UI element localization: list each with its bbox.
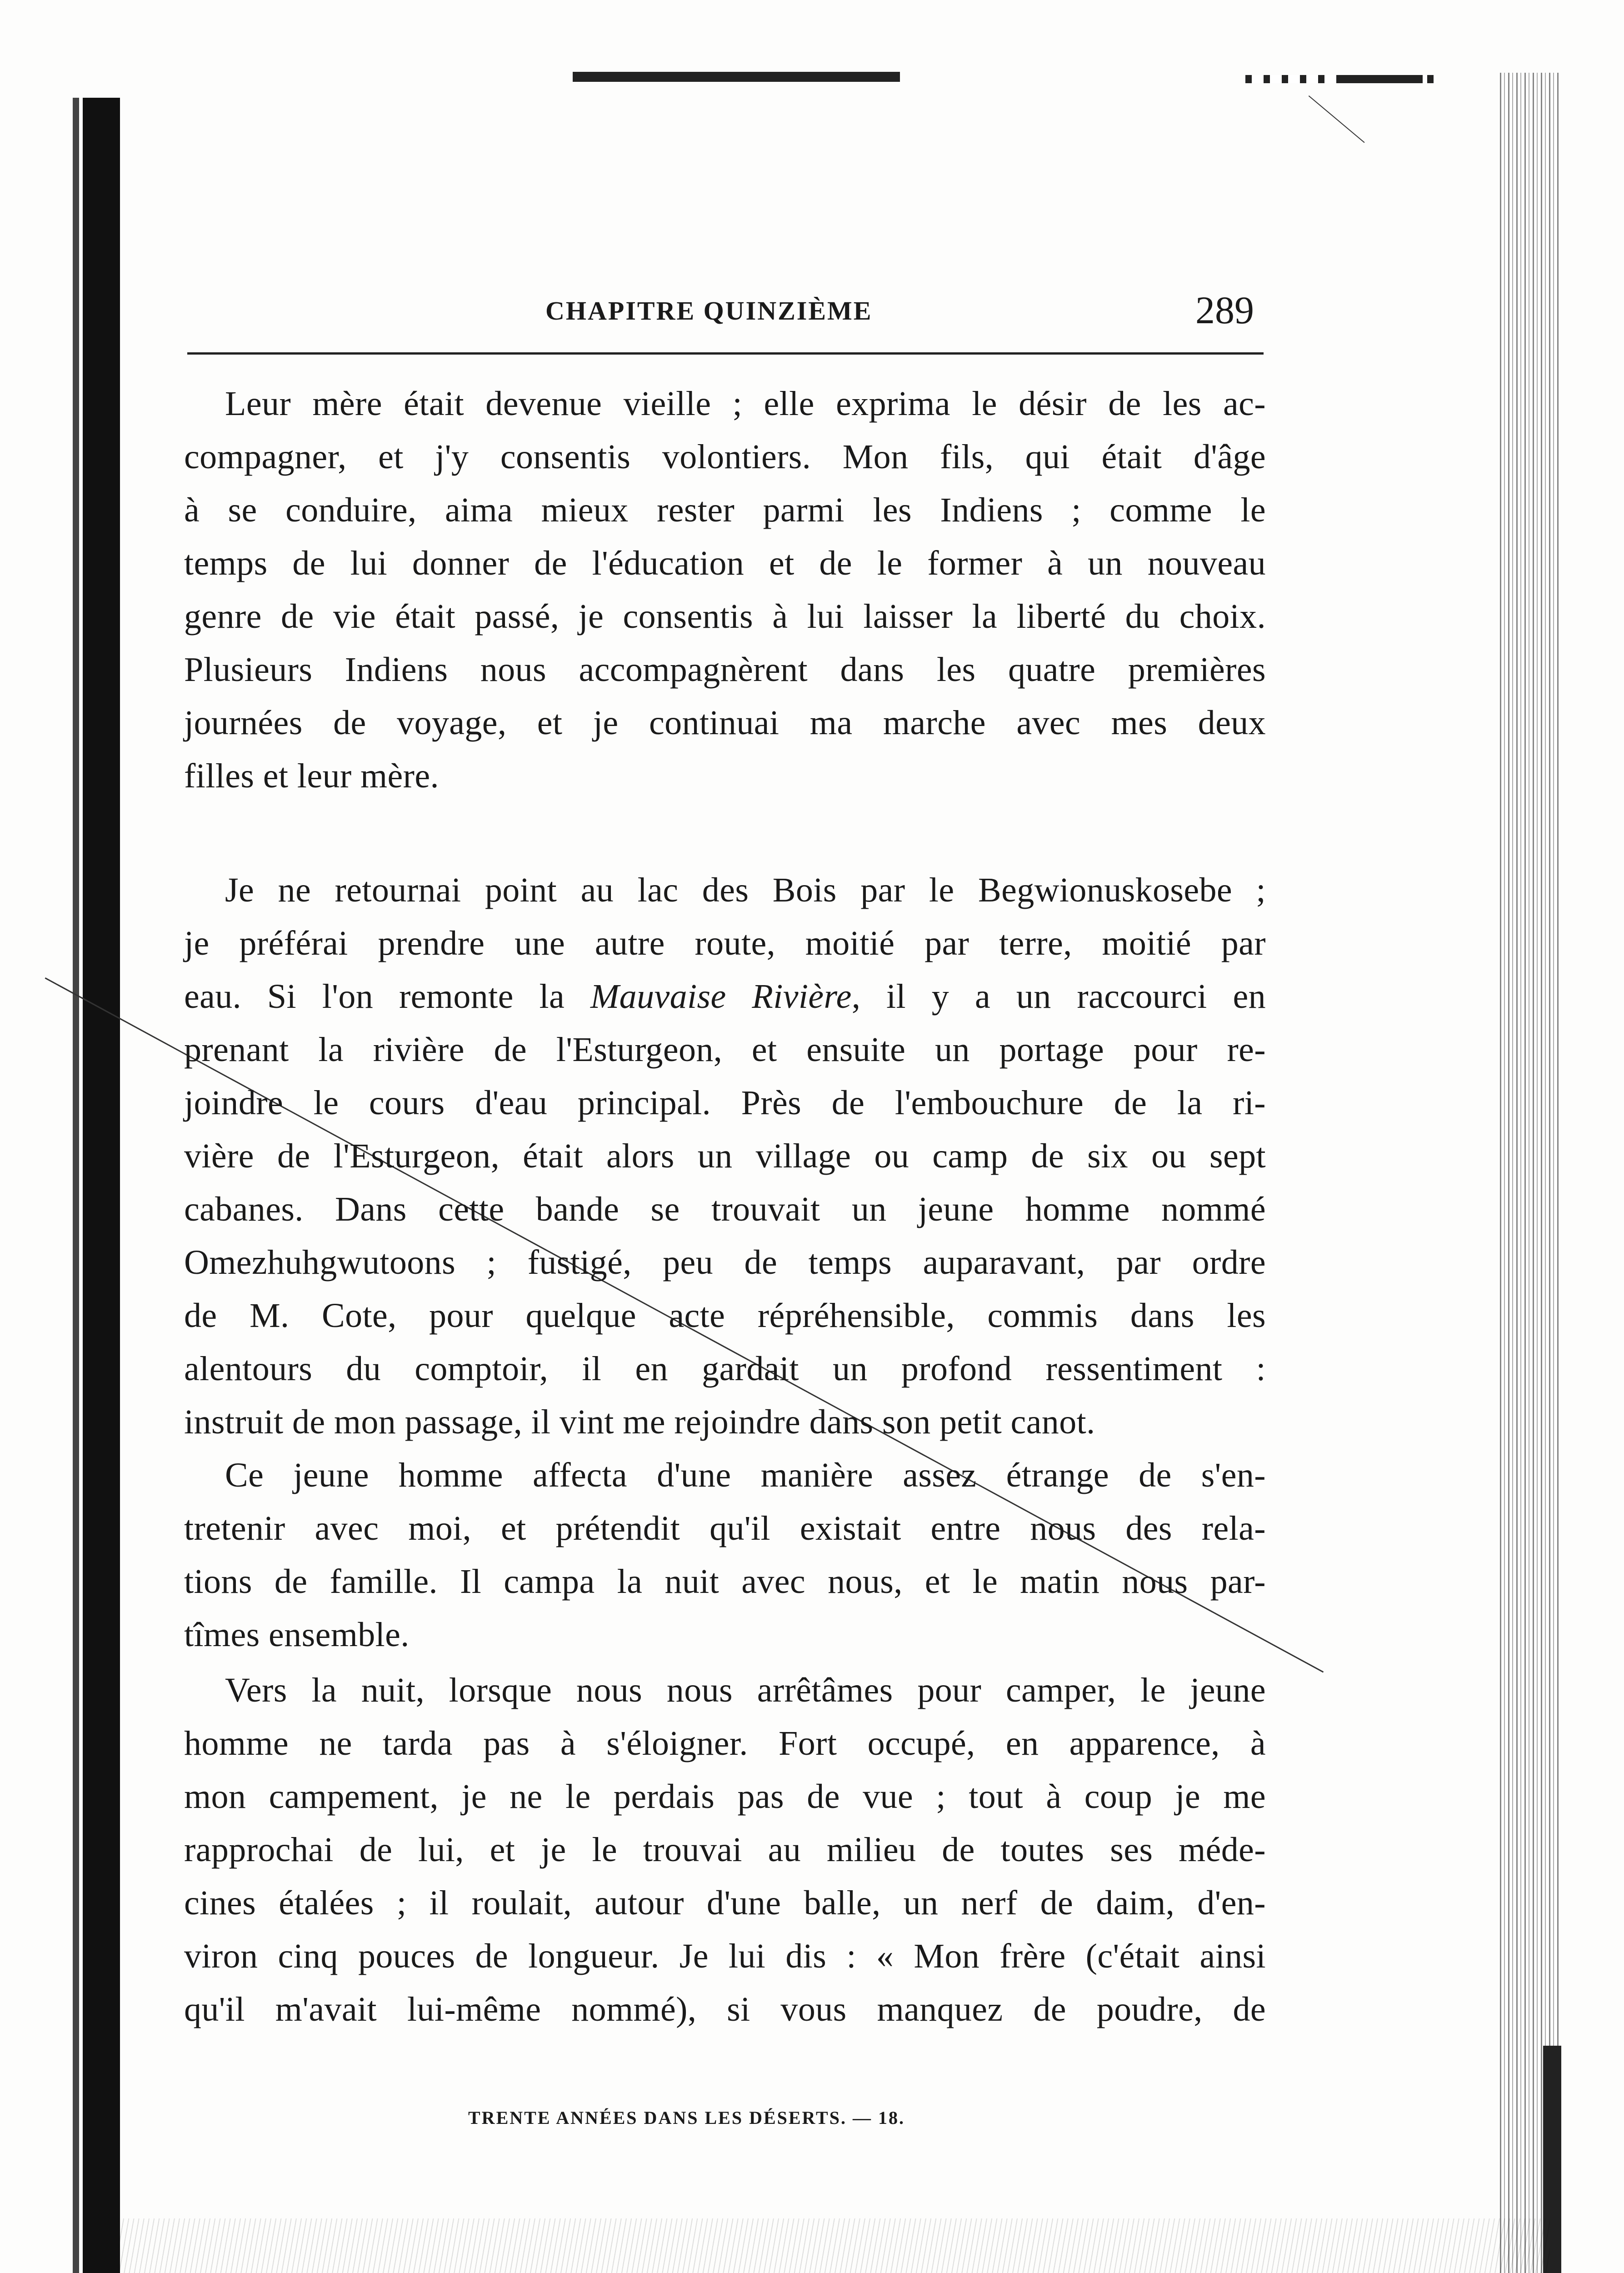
text-line: prenant la rivière de l'Esturgeon, et ensuite un portage pour re- [184,1031,1266,1069]
text-line: alentours du comptoir, il en gardait un profond ressentiment : [184,1350,1266,1388]
text-line: Je ne retournai point au lac des Bois par le Begwionuskosebe ; [225,871,1266,909]
text-line: de M. Cote, pour quelque acte répréhensible, commis dans les [184,1297,1266,1335]
binding-shadow [73,98,79,2273]
text-line: Leur mère était devenue vieille ; elle exprima le désir de les ac- [225,385,1266,423]
page-number: 289 [1195,288,1254,332]
text-line: genre de vie était passé, je consentis à lui laisser la liberté du choix. [184,597,1266,636]
text-line: compagner, et j'y consentis volontiers. Mon fils, qui était d'âge [184,438,1266,476]
text-line: Omezhuhgwutoons ; fustigé, peu de temps auparavant, par ordre [184,1243,1266,1282]
top-scan-mark-solid [1341,75,1423,83]
text-line: filles et leur mère. [184,757,439,795]
text-line: rapprochai de lui, et je le trouvai au milieu de toutes ses méde- [184,1831,1266,1869]
header-rule [187,352,1264,355]
paragraph-4 [184,1664,1266,2036]
right-page-edge [1500,73,1559,2273]
text-line: instruit de mon passage, il vint me rejoindre dans son petit canot. [184,1403,1095,1441]
paragraph-2 [184,864,1266,1449]
text-line: tions de famille. Il campa la nuit avec nous, et le matin nous par- [184,1562,1266,1601]
text-line: cabanes. Dans cette bande se trouvait un jeune homme nommé [184,1190,1266,1228]
running-head: CHAPITRE QUINZIÈME [545,296,873,325]
text-line: Ce jeune homme affecta d'une manière assez étrange de s'en- [225,1456,1266,1494]
top-scratch [1309,95,1365,143]
bottom-scan-noise [118,2218,1550,2273]
text-line: tretenir avec moi, et prétendit qu'il existait entre nous des rela- [184,1509,1266,1547]
text-line-with-italic: eau. Si l'on remonte la Mauvaise Rivière, il y a un raccourci en [184,977,1266,1016]
paragraph-1 [184,377,1266,803]
text-line: temps de lui donner de l'éducation et de le former à un nouveau [184,544,1266,582]
text-line: homme ne tarda pas à s'éloigner. Fort occupé, en apparence, à [184,1724,1266,1762]
text-line: mon campement, je ne le perdais pas de vue ; tout à coup je me [184,1777,1266,1816]
text-line: vière de l'Esturgeon, était alors un village ou camp de six ou sept [184,1137,1266,1175]
text-line: cines étalées ; il roulait, autour d'une balle, un nerf de daim, d'en- [184,1884,1266,1922]
text-line: tîmes ensemble. [184,1616,410,1654]
paragraph-3 [184,1449,1266,1662]
text-line: Plusieurs Indiens nous accompagnèrent dans les quatre premières [184,651,1266,689]
text-line: viron cinq pouces de longueur. Je lui dis : « Mon frère (c'était ainsi [184,1937,1266,1975]
text-line: qu'il m'avait lui-même nommé), si vous manquez de poudre, de [184,1990,1266,2028]
text-line: journées de voyage, et je continuai ma marche avec mes deux [184,704,1266,742]
text-line: joindre le cours d'eau principal. Près de l'embouchure de la ri- [184,1084,1266,1122]
italic-phrase: Mauvaise Rivière [590,977,852,1016]
top-scan-strip [573,72,900,82]
binding-edge [83,98,120,2273]
text-line: je préférai prendre une autre route, moitié par terre, moitié par [184,924,1266,962]
text-line: à se conduire, aima mieux rester parmi les Indiens ; comme le [184,491,1266,529]
signature-line: TRENTE ANNÉES DANS LES DÉSERTS. — 18. [468,2108,905,2128]
text-line: Vers la nuit, lorsque nous nous arrêtâmes pour camper, le jeune [225,1671,1266,1709]
